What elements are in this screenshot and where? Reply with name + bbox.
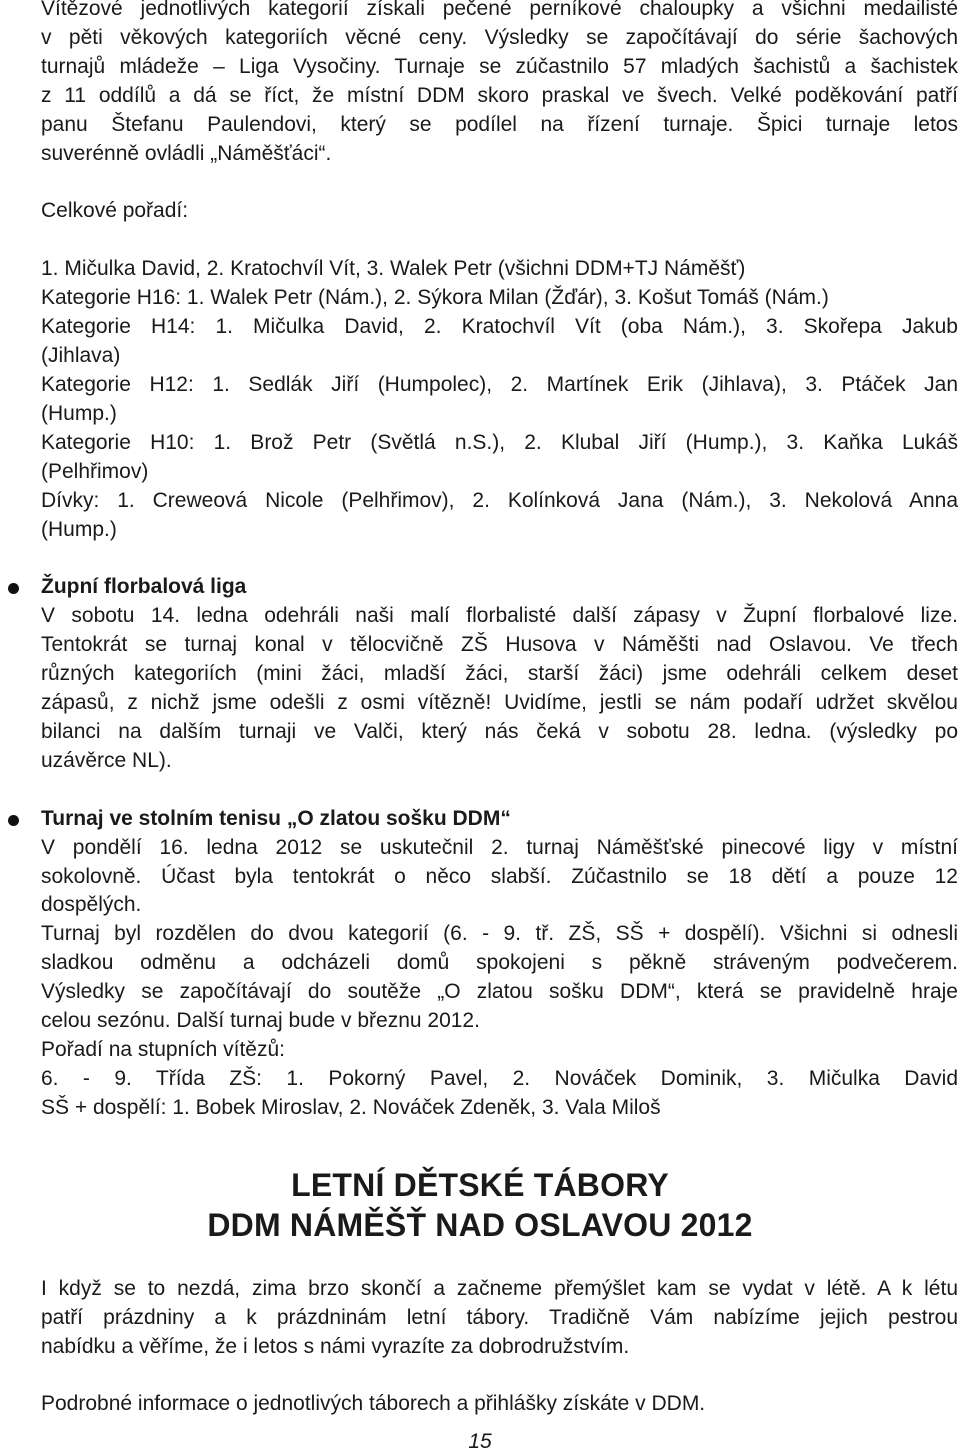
camps-title-line-2: DDM NÁMĚŠŤ NAD OSLAVOU 2012 — [207, 1206, 753, 1243]
tenis-line: Pořadí na stupních vítězů: — [41, 1038, 285, 1061]
tenis-line: Turnaj byl rozdělen do dvou kategorií (6. - 9. tř. ZŠ, SŠ + dospělí). Všichni si odnesli — [41, 922, 958, 946]
florbal-line: uzávěrce NL). — [41, 748, 172, 772]
intro-line: Vítězové jednotlivých kategorií získali pečené perníkové chaloupky a všichni medailisté — [41, 0, 958, 20]
bullet-icon — [8, 583, 19, 594]
florbal-line: různých kategoriích (mini žáci, mladší žáci, starší žáci) jsme odehráli celkem deset — [41, 662, 958, 686]
document-page — [41, 0, 958, 1419]
florbal-line: V sobotu 14. ledna odehráli naši malí florbalisté další zápasy v Župní florbalové lize. — [41, 604, 958, 628]
standings-line: Kategorie H14: 1. Mičulka David, 2. Kratochvíl Vít (oba Nám.), 3. Skořepa Jakub — [41, 315, 958, 339]
florbal-line: Tentokrát se turnaj konal v tělocvičně ZŠ Husova v Náměšti nad Oslavou. Ve třech — [41, 633, 958, 657]
tenis-line: SŠ + dospělí: 1. Bobek Miroslav, 2. Nováček Zdeněk, 3. Vala Miloš — [41, 1095, 661, 1119]
intro-line: panu Štefanu Paulendovi, který se podílel na řízení turnaje. Špici turnaje letos — [41, 112, 958, 136]
tenis-line: 6. - 9. Třída ZŠ: 1. Pokorný Pavel, 2. Nováček Dominik, 3. Mičulka David — [41, 1066, 958, 1090]
tenis-line: Výsledky se započítávají do soutěže „O zlatou sošku DDM“, která se pravidelně hraje — [41, 980, 958, 1004]
tenis-line: sladkou odměnu a odcházeli domů spokojeni s pěkně stráveným podvečerem. — [41, 951, 958, 975]
camps-headline — [0, 1165, 960, 1245]
intro-line: z 11 oddílů a dá se říct, že místní DDM skoro praskal ve švech. Velké poděkování patří — [41, 83, 958, 107]
camps-line: I když se to nezdá, zima brzo skončí a začneme přemýšlet kam se vydat v létě. A k létu — [41, 1276, 958, 1300]
tenis-line: sokolovně. Účast byla tentokrát o něco slabší. Zúčastnilo se 18 dětí a pouze 12 — [41, 864, 958, 888]
standings-line: Dívky: 1. Creweová Nicole (Pelhřimov), 2. Kolínková Jana (Nám.), 3. Nekolová Anna — [41, 488, 958, 512]
intro-line: suverénně ovládli „Náměšťáci“. — [41, 141, 332, 165]
standings-line: Kategorie H16: 1. Walek Petr (Nám.), 2. Sýkora Milan (Žďár), 3. Košut Tomáš (Nám.) — [41, 286, 829, 310]
camps-info: Podrobné informace o jednotlivých táborech a přihlášky získáte v DDM. — [41, 1392, 706, 1416]
camps-line: patří prázdniny a k prázdninám letní tábory. Tradičně Vám nabízíme jejich pestrou — [41, 1305, 958, 1329]
standings-list — [41, 255, 958, 544]
tenis-title: Turnaj ve stolním tenisu „O zlatou sošku DDM“ — [41, 806, 511, 830]
tenis-line: celou sezónu. Další turnaj bude v březnu 2012. — [41, 1009, 480, 1033]
standings-line: Kategorie H10: 1. Brož Petr (Světlá n.S.), 2. Klubal Jiří (Hump.), 3. Kaňka Lukáš — [41, 430, 958, 454]
florbal-line: zápasů, z nichž jsme odešli z osmi vítězně! Uvidíme, jestli se nám podaří udržet skvělou — [41, 691, 958, 715]
standings-heading: Celkové pořadí: — [41, 199, 189, 223]
standings-line: (Pelhřimov) — [41, 459, 149, 483]
tenis-paragraph — [41, 834, 958, 1123]
tenis-section — [41, 805, 958, 1123]
florbal-section — [41, 573, 958, 775]
florbal-title: Župní florbalová liga — [41, 575, 247, 599]
standings-line: 1. Mičulka David, 2. Kratochvíl Vít, 3. Walek Petr (všichni DDM+TJ Náměšť) — [41, 257, 746, 281]
bullet-icon — [8, 815, 19, 826]
standings-line: (Jihlava) — [41, 344, 121, 368]
florbal-paragraph — [41, 602, 958, 775]
intro-paragraph — [41, 0, 958, 168]
florbal-line: bilanci na dalším turnaji ve Valči, který nás čeká v sobotu 28. ledna. (výsledky po — [41, 719, 958, 743]
tenis-line: dospělých. — [41, 893, 142, 917]
camps-title-line-1: LETNÍ DĚTSKÉ TÁBORY — [291, 1166, 669, 1203]
camps-paragraph — [41, 1275, 958, 1362]
standings-line: (Hump.) — [41, 517, 117, 541]
intro-line: v pěti věkových kategoriích věcné ceny. Výsledky se započítávají do série šachových — [41, 25, 958, 49]
page-number: 15 — [468, 1430, 492, 1453]
standings-line: Kategorie H12: 1. Sedlák Jiří (Humpolec), 2. Martínek Erik (Jihlava), 3. Ptáček Jan — [41, 372, 958, 396]
camps-line: nabídku a věříme, že i letos s námi vyrazíte za dobrodružstvím. — [41, 1334, 630, 1358]
tenis-line: V pondělí 16. ledna 2012 se uskutečnil 2. turnaj Náměšťské pinecové ligy v místní — [41, 835, 958, 859]
intro-line: turnajů mládeže – Liga Vysočiny. Turnaje se zúčastnilo 57 mladých šachistů a šachistek — [41, 54, 958, 78]
standings-line: (Hump.) — [41, 401, 117, 425]
